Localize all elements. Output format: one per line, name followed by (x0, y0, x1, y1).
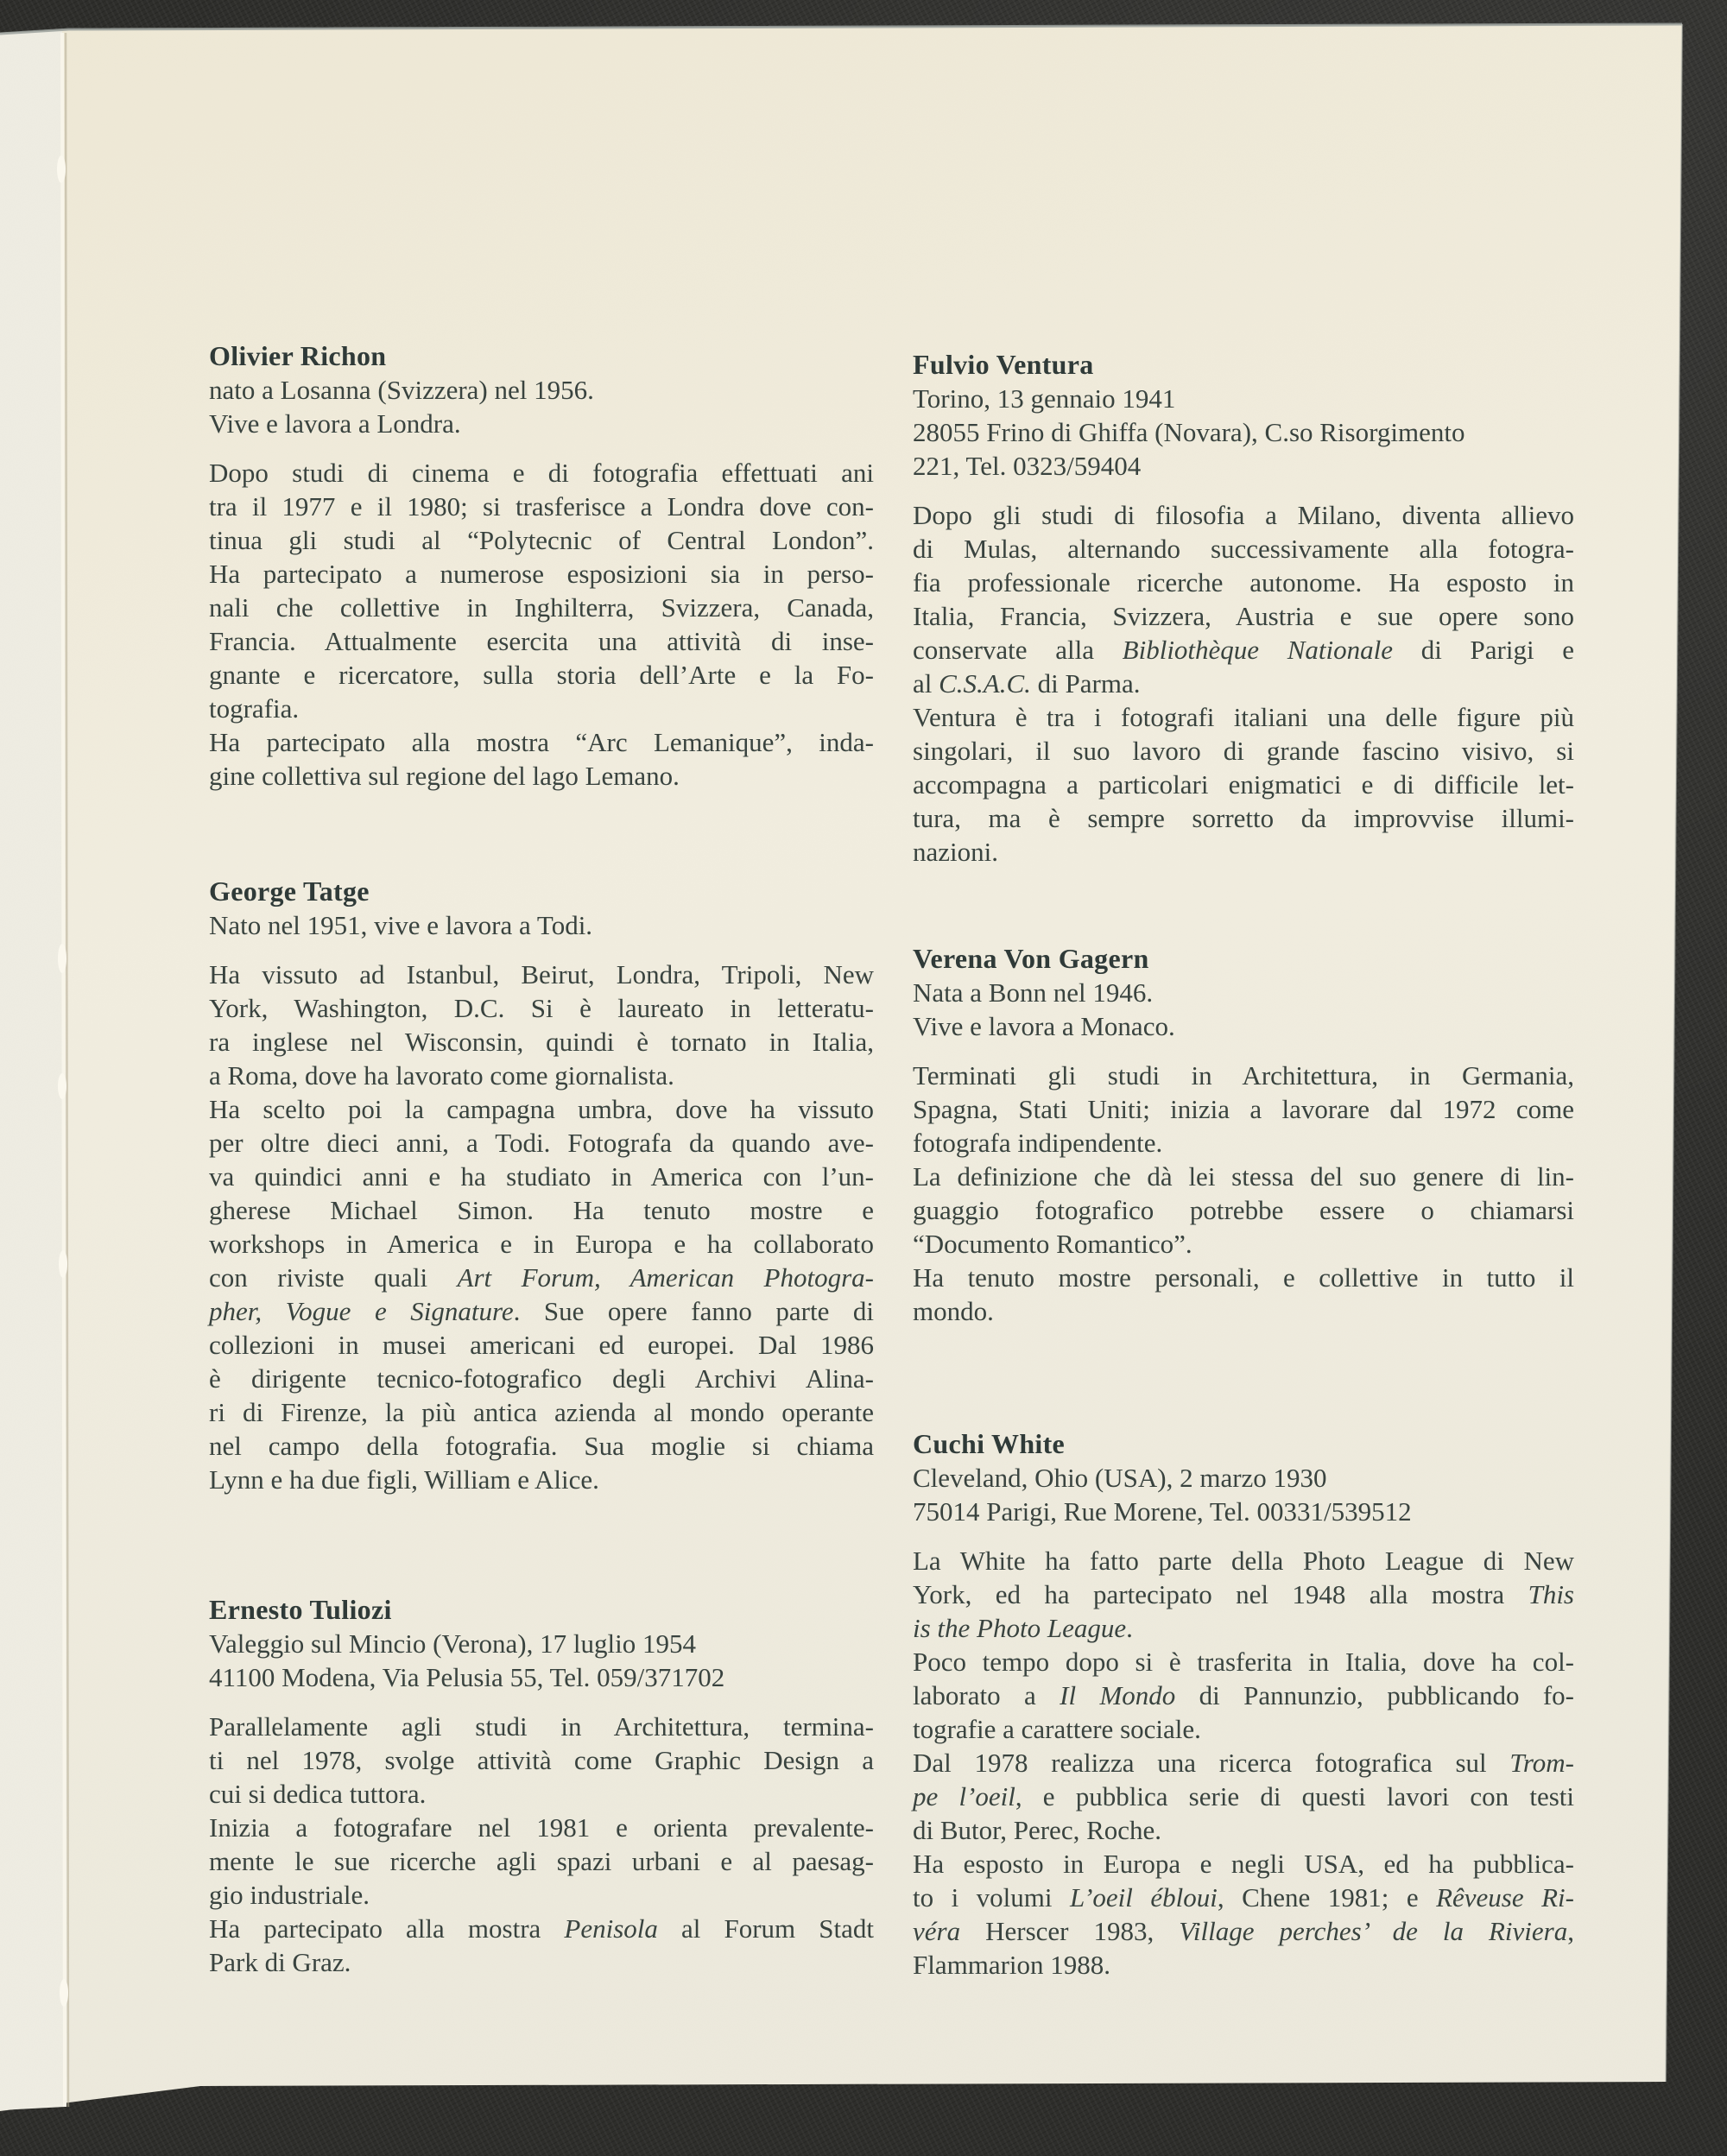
text-run: Ventura è tra i fotografi italiani una delle figure più (913, 702, 1574, 732)
text-run: fia professionale ricerche autonome. Ha esposto in (913, 567, 1574, 597)
bio-text-line (913, 1712, 1574, 1746)
text-run: ra inglese nel Wisconsin, quindi è tornato in Italia, (209, 1027, 874, 1057)
bio-info (209, 373, 874, 440)
bio-info-line: 221, Tel. 0323/59404 (913, 451, 1142, 481)
bio-text-line (913, 1847, 1574, 1881)
bio-text-line (913, 700, 1574, 734)
text-run: di Parigi e (1393, 635, 1575, 665)
text-run: tra il 1977 e il 1980; si trasferisce a Londra dove con- (209, 491, 874, 522)
bio-name: Olivier Richon (209, 340, 387, 371)
bio-text-line (913, 667, 1574, 700)
text-run: gio industriale. (209, 1880, 370, 1910)
text-run: workshops in America e in Europa e ha collaborato (209, 1229, 874, 1259)
bio-info-line: Torino, 13 gennaio 1941 (913, 383, 1176, 414)
bio-text-line (209, 1429, 874, 1463)
text-run: . Sue opere fanno parte di (513, 1296, 874, 1326)
bio-info-line: Vive e lavora a Londra. (209, 408, 461, 439)
bio-text-line (209, 490, 874, 523)
bio-text-line (913, 498, 1574, 532)
italic-text-run: Bibliothèque Nationale (1122, 635, 1394, 665)
bio-text-line (209, 658, 874, 692)
bio-text-line (209, 456, 874, 490)
text-run: al (913, 668, 939, 699)
bio-text-line (209, 1092, 874, 1126)
stitch-bump (58, 944, 66, 973)
bio-text-line (209, 591, 874, 624)
italic-text-run: pe l’oeil (913, 1781, 1015, 1811)
bio-text-line (209, 1025, 874, 1059)
text-run: Inizia a fotografare nel 1981 e orienta prevalente- (209, 1812, 874, 1843)
bio-text-line (913, 633, 1574, 667)
bio-info (209, 908, 874, 942)
bio-text-line (209, 1395, 874, 1429)
text-run: mondo. (913, 1296, 994, 1326)
italic-text-run: Penisola (564, 1913, 658, 1944)
bio-text-line (209, 1945, 874, 1979)
bio-text-line (209, 1261, 874, 1294)
text-run: laborato a (913, 1680, 1060, 1710)
bio-paragraph (209, 456, 874, 793)
bio-text-line (913, 1780, 1574, 1813)
bio-section-ventura (913, 347, 1574, 869)
text-run: Flammarion 1988. (913, 1950, 1111, 1980)
text-run: Terminati gli studi in Architettura, in Germania, (913, 1060, 1574, 1091)
bio-text-line (209, 1059, 874, 1092)
bio-text-line (209, 624, 874, 658)
text-run: Ha vissuto ad Istanbul, Beirut, Londra, Tripoli, New (209, 959, 874, 989)
bio-text-line (913, 835, 1574, 869)
text-run: di Parma. (1030, 668, 1141, 699)
text-run: Ha scelto poi la campagna umbra, dove ha vissuto (209, 1094, 874, 1124)
bio-info (913, 1461, 1574, 1528)
text-run: di Mulas, alternando successivamente alla fotogra- (913, 534, 1574, 564)
bio-section-tatge (209, 874, 874, 1496)
text-run: Italia, Francia, Svizzera, Austria e sue opere sono (913, 601, 1574, 631)
italic-text-run: L’oeil ébloui (1070, 1882, 1218, 1913)
bio-text-line (209, 759, 874, 793)
bio-text-line (913, 566, 1574, 599)
text-run: tura, ma è sempre sorretto da improvvise illumi- (913, 803, 1574, 833)
bio-name: Ernesto Tuliozi (209, 1594, 392, 1625)
text-run: York, Washington, D.C. Si è laureato in letteratu- (209, 993, 874, 1023)
bio-text-line (209, 557, 874, 591)
text-run: cui si dedica tuttora. (209, 1779, 427, 1809)
bio-text-line (913, 1544, 1574, 1577)
text-run: , Chene 1981; e (1217, 1882, 1437, 1913)
bio-text-line (913, 532, 1574, 566)
text-run: , e pubblica serie di questi lavori con testi (1015, 1781, 1574, 1811)
italic-text-run: pher, Vogue e Signature (209, 1296, 514, 1326)
bio-text-line (913, 1813, 1574, 1847)
bio-text-line (913, 1611, 1574, 1645)
text-run: nazioni. (913, 837, 998, 867)
text-run: di Butor, Perec, Roche. (913, 1815, 1162, 1845)
text-run: per oltre dieci anni, a Todi. Fotografa da quando ave- (209, 1128, 874, 1158)
bio-text-line (913, 1645, 1574, 1679)
bio-info-line: Nato nel 1951, vive e lavora a Todi. (209, 910, 593, 940)
bio-text-line (913, 1227, 1574, 1261)
bio-paragraph (209, 958, 874, 1496)
bio-info-line: Valeggio sul Mincio (Verona), 17 luglio 1954 (209, 1628, 696, 1659)
italic-text-run: Il Mondo (1060, 1680, 1176, 1710)
bio-text-line (913, 1261, 1574, 1294)
bio-info-line: Vive e lavora a Monaco. (913, 1011, 1175, 1041)
bio-name: Fulvio Ventura (913, 349, 1094, 380)
bio-info-line: nato a Losanna (Svizzera) nel 1956. (209, 375, 594, 405)
bio-info-line: 41100 Modena, Via Pelusia 55, Tel. 059/371702 (209, 1662, 725, 1692)
text-run: conservate alla (913, 635, 1123, 665)
stitch-bump (57, 155, 66, 183)
italic-text-run: This (1528, 1579, 1574, 1609)
text-run: , (1567, 1916, 1574, 1946)
bio-info-line: 28055 Frino di Ghiffa (Novara), C.so Risorgimento (913, 417, 1465, 447)
bio-text-line (209, 1294, 874, 1328)
bio-paragraph (913, 1544, 1574, 1982)
text-run: Ha esposto in Europa e negli USA, ed ha pubblica- (913, 1849, 1574, 1879)
bio-paragraph (209, 1710, 874, 1979)
text-run: tinua gli studi al “Polytecnic of Central London”. (209, 525, 874, 555)
bio-text-line (209, 1743, 874, 1777)
bio-text-line (913, 599, 1574, 633)
bio-text-line (913, 1881, 1574, 1914)
bio-text-line (913, 1092, 1574, 1126)
bio-info-line: Cleveland, Ohio (USA), 2 marzo 1930 (913, 1463, 1327, 1493)
bio-text-line (209, 1227, 874, 1261)
text-run: Parallelamente agli studi in Architettura, termina- (209, 1711, 874, 1742)
bio-text-line (209, 523, 874, 557)
text-run: “Documento Romantico”. (913, 1229, 1192, 1259)
text-run: tografia. (209, 693, 300, 724)
text-run: nali che collettive in Inghilterra, Svizzera, Canada, (209, 592, 874, 623)
italic-text-run: Trom- (1509, 1748, 1574, 1778)
bio-text-line (209, 1328, 874, 1362)
bio-section-tuliozi (209, 1592, 874, 1979)
bio-info (913, 976, 1574, 1043)
text-run: York, ed ha partecipato nel 1948 alla mostra (913, 1579, 1528, 1609)
bio-info (209, 1627, 874, 1694)
text-run: gine collettiva sul regione del lago Lemano. (209, 761, 680, 791)
text-run: collezioni in musei americani ed europei. Dal 1986 (209, 1330, 874, 1360)
italic-text-run: is the Photo League (913, 1613, 1127, 1643)
text-run: to i volumi (913, 1882, 1070, 1913)
text-run: Ha partecipato a numerose esposizioni sia in perso- (209, 559, 874, 589)
bio-text-line (913, 1193, 1574, 1227)
bio-text-line (209, 692, 874, 725)
bio-text-line (209, 1710, 874, 1743)
text-run: di Pannunzio, pubblicando fo- (1175, 1680, 1574, 1710)
italic-text-run: Village perches’ de la Riviera (1179, 1916, 1568, 1946)
text-run: Spagna, Stati Uniti; inizia a lavorare dal 1972 come (913, 1094, 1574, 1124)
text-run: . (1126, 1613, 1133, 1643)
text-run: Lynn e ha due figli, William e Alice. (209, 1464, 599, 1495)
bio-text-line (913, 1948, 1574, 1982)
bio-paragraph (913, 498, 1574, 869)
italic-text-run: Art Forum, American Photogra- (457, 1262, 874, 1293)
text-run: Francia. Attualmente esercita una attività di inse- (209, 626, 874, 656)
text-run: Park di Graz. (209, 1947, 351, 1977)
text-run: mente le sue ricerche agli spazi urbani e al paesag- (209, 1846, 874, 1876)
text-run: gnante e ricercatore, sulla storia dell’Arte e la Fo- (209, 660, 874, 690)
bio-text-line (209, 1362, 874, 1395)
bio-text-line (913, 1577, 1574, 1611)
bio-text-line (209, 1878, 874, 1912)
text-run: La definizione che dà lei stessa del suo genere di lin- (913, 1161, 1574, 1192)
bio-section-vongagern (913, 941, 1574, 1328)
bio-info (913, 382, 1574, 483)
bio-text-line (209, 1844, 874, 1878)
stitch-bump (59, 1250, 67, 1278)
bio-name: Cuchi White (913, 1428, 1066, 1459)
bio-text-line (913, 1914, 1574, 1948)
text-run: al Forum Stadt (657, 1913, 874, 1944)
bio-info-line: Nata a Bonn nel 1946. (913, 977, 1154, 1008)
bio-text-line (209, 991, 874, 1025)
bio-text-line (209, 1126, 874, 1160)
text-run: va quindici anni e ha studiato in America con l’un- (209, 1161, 874, 1192)
italic-text-run: C.S.A.C. (939, 668, 1031, 699)
text-run: Ha partecipato alla mostra (209, 1913, 565, 1944)
text-run: singolari, il suo lavoro di grande fascino visivo, si (913, 736, 1574, 766)
stitch-bump (58, 1073, 66, 1099)
bio-info-line: 75014 Parigi, Rue Morene, Tel. 00331/539512 (913, 1496, 1412, 1527)
text-run: tografie a carattere sociale. (913, 1714, 1201, 1744)
bio-text-line (913, 734, 1574, 768)
bio-name: George Tatge (209, 876, 370, 907)
bio-text-line (209, 1193, 874, 1227)
text-run: Herscer 1983, (960, 1916, 1180, 1946)
text-run: Poco tempo dopo si è trasferita in Italia, dove ha col- (913, 1647, 1574, 1677)
bio-text-line (209, 725, 874, 759)
bio-text-line (209, 1463, 874, 1496)
bio-text-line (209, 1160, 874, 1193)
text-run: ti nel 1978, svolge attività come Graphic Design a (209, 1745, 874, 1775)
column-right (913, 0, 1574, 2156)
text-run: nel campo della fotografia. Sua moglie si chiama (209, 1431, 874, 1461)
bio-text-line (209, 958, 874, 991)
bio-text-line (913, 768, 1574, 801)
bio-text-line (209, 1811, 874, 1844)
bio-text-line (209, 1912, 874, 1945)
bio-name: Verena Von Gagern (913, 943, 1149, 974)
text-run: accompagna a particolari enigmatici e di difficile let- (913, 769, 1574, 800)
bio-text-line (913, 1679, 1574, 1712)
bio-text-line (913, 1294, 1574, 1328)
text-run: ri di Firenze, la più antica azienda al mondo operante (209, 1397, 874, 1427)
bio-text-line (913, 1160, 1574, 1193)
bio-paragraph (913, 1059, 1574, 1328)
bio-text-line (913, 801, 1574, 835)
text-run: gherese Michael Simon. Ha tenuto mostre e (209, 1195, 874, 1225)
bio-text-line (913, 1059, 1574, 1092)
column-left (209, 0, 874, 2156)
text-run: guaggio fotografico potrebbe essere o chiamarsi (913, 1195, 1574, 1225)
text-run: La White ha fatto parte della Photo League di New (913, 1546, 1574, 1576)
bio-text-line (913, 1126, 1574, 1160)
text-run: Dopo studi di cinema e di fotografia effettuati ani (209, 458, 874, 488)
text-run: Dal 1978 realizza una ricerca fotografica sul (913, 1748, 1510, 1778)
text-run: Ha tenuto mostre personali, e collettive in tutto il (913, 1262, 1574, 1293)
text-run: Ha partecipato alla mostra “Arc Lemanique”, inda- (209, 727, 874, 757)
italic-text-run: véra (913, 1916, 961, 1946)
bio-section-white (913, 1426, 1574, 1982)
bio-text-line (209, 1777, 874, 1811)
bio-section-richon (209, 338, 874, 793)
text-run: a Roma, dove ha lavorato come giornalista. (209, 1060, 674, 1091)
text-run: con riviste quali (209, 1262, 458, 1293)
italic-text-run: Rêveuse Ri- (1436, 1882, 1574, 1913)
stitch-bump (60, 1979, 68, 2007)
text-run: Dopo gli studi di filosofia a Milano, diventa allievo (913, 500, 1574, 530)
text-run: fotografa indipendente. (913, 1128, 1163, 1158)
text-run: è dirigente tecnico-fotografico degli Archivi Alina- (209, 1363, 874, 1394)
bio-text-line (913, 1746, 1574, 1780)
